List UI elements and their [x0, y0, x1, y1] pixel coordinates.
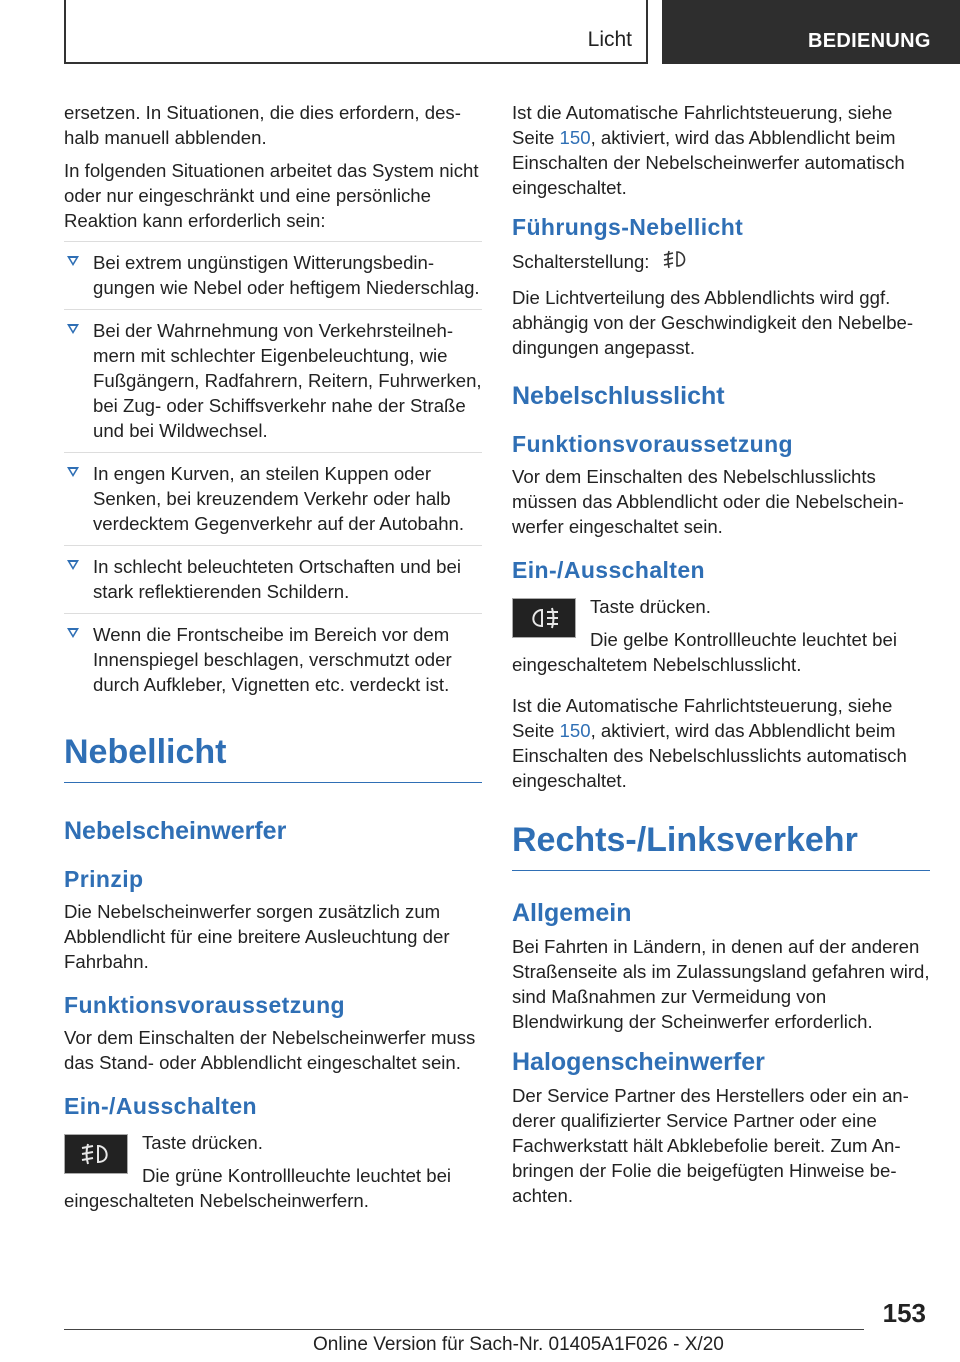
heading-nebelscheinwerfer: Nebelscheinwerfer: [64, 817, 287, 845]
header-chapter-tab: [662, 0, 960, 64]
paragraph: Die Nebelscheinwerfer sorgen zusätzlich zum Abblendlicht für eine breitere Ausleuchtung der Fahrbahn.: [64, 901, 450, 972]
paragraph: Bei Fahrten in Ländern, in denen auf der anderen Straßenseite als im Zulassungsland gefahren wird, sind Maßnahmen zur Vermeidung von Blendwirkung der Scheinwerfer erforderlich.: [512, 936, 930, 1033]
paragraph: Die gelbe Kontrollleuchte leuchtet bei eingeschaltetem Nebelschlusslicht.: [512, 629, 897, 676]
switch-position-line: Schalterstellung:: [512, 249, 930, 277]
list-item: Bei der Wahrnehmung von Verkehrsteilnehmern mit schlechter Eigenbeleuchtung, wie Fußgängern, Radfahrern, Reitern, Fuhrwerken, bei Zug- oder Schiffsverkehr nahe der Straße und bei Wildwechsel.: [64, 309, 482, 443]
paragraph: Die Lichtverteilung des Abblendlichts wird ggf. abhängig von der Geschwindigkeit den Nebelbedingungen angepasst.: [512, 287, 914, 359]
paragraph: Ist die Automatische Fahrlichtsteuerung, siehe Seite 150, aktiviert, wird das Abblendlicht beim Einschalten des Nebelschlusslichts automatisch eingeschaltet.: [512, 695, 907, 792]
front-fog-light-button-icon: [64, 1134, 128, 1174]
paragraph: Der Service Partner des Herstellers oder ein anderer qualifizierter Service Partner oder eine Fachwerkstatt hält Abklebefolie bereit. Zum Anbringen der Folie die beigefügten Hinweise beachten.: [512, 1085, 909, 1207]
header-section-title: Licht: [587, 28, 632, 51]
bullet-triangle-icon: [67, 467, 79, 477]
bullet-triangle-icon: [67, 560, 79, 570]
header-chapter-title: BEDIENUNG: [808, 30, 931, 52]
bullet-triangle-icon: [67, 324, 79, 334]
list-item: In engen Kurven, an steilen Kuppen oder Senken, bei kreuzendem Verkehr oder halb verdecktem Gegenverkehr auf der Autobahn.: [64, 452, 482, 536]
heading-funktionsvoraussetzung: Funktionsvoraussetzung: [512, 431, 793, 458]
paragraph: Die grüne Kontrollleuchte leuchtet bei eingeschalteten Nebelscheinwerfern.: [64, 1165, 452, 1211]
button-press-instruction: Taste drücken.: [590, 596, 711, 618]
heading-nebellicht: Nebellicht: [64, 733, 482, 783]
heading-rechts-linksverkehr: Rechts-/Linksverkehr: [512, 821, 930, 871]
heading-allgemein: Allgemein: [512, 899, 632, 928]
header-section-box: [64, 0, 648, 64]
footer-divider: [64, 1329, 864, 1330]
heading-halogenscheinwerfer: Halogenscheinwerfer: [512, 1048, 765, 1077]
paragraph: Vor dem Einschalten der Nebelscheinwerfer muss das Stand- oder Abblendlicht eingeschaltet sein.: [64, 1027, 476, 1073]
paragraph: Ist die Automatische Fahrlichtsteuerung, siehe Seite 150, aktiviert, wird das Abblendlicht beim Einschalten der Nebelscheinwerfer automatisch eingeschaltet.: [512, 102, 905, 198]
list-item: Wenn die Frontscheibe im Bereich vor dem Innenspiegel beschlagen, verschmutzt oder durch Aufkleber, Vignetten etc. verdeckt ist.: [64, 613, 482, 697]
bullet-list: [64, 241, 482, 697]
list-item: In schlecht beleuchteten Ortschaften und bei stark reflektierenden Schildern.: [64, 545, 482, 604]
page-number: 153: [882, 1298, 926, 1328]
paragraph: Vor dem Einschalten des Nebelschlusslichts müssen das Abblendlicht oder die Nebelscheinwerfer eingeschaltet sein.: [512, 466, 904, 538]
fog-light-switch-position-icon: [661, 249, 691, 277]
left-column: [64, 100, 482, 1221]
bullet-triangle-icon: [67, 628, 79, 638]
heading-nebelschlusslicht: Nebelschlusslicht: [512, 382, 725, 411]
page-link-150[interactable]: 150: [559, 127, 591, 148]
footer-version-text: Online Version für Sach-Nr. 01405A1F026 - X/20: [313, 1334, 724, 1355]
bullet-triangle-icon: [67, 256, 79, 266]
heading-funktionsvoraussetzung: Funktionsvoraussetzung: [64, 992, 345, 1018]
heading-ein-ausschalten: Ein-/Ausschalten: [512, 557, 705, 584]
rear-fog-light-button-icon: [512, 598, 576, 638]
list-item: Bei extrem ungünstigen Witterungsbedingungen wie Nebel oder heftigem Niederschlag.: [64, 241, 482, 300]
right-column: [512, 100, 930, 1216]
paragraph: In folgenden Situationen arbeitet das System nicht oder nur eingeschränkt und eine persönliche Reaktion kann erforderlich sein:: [64, 160, 479, 231]
button-press-instruction: Taste drücken.: [142, 1132, 263, 1153]
heading-ein-ausschalten: Ein-/Ausschalten: [64, 1093, 257, 1119]
heading-fuehrungs-nebellicht: Führungs-Nebellicht: [512, 214, 744, 240]
page-link-150[interactable]: 150: [559, 720, 591, 742]
heading-prinzip: Prinzip: [64, 866, 144, 892]
paragraph: ersetzen. In Situationen, die dies erfordern, deshalb manuell abblenden.: [64, 102, 461, 148]
